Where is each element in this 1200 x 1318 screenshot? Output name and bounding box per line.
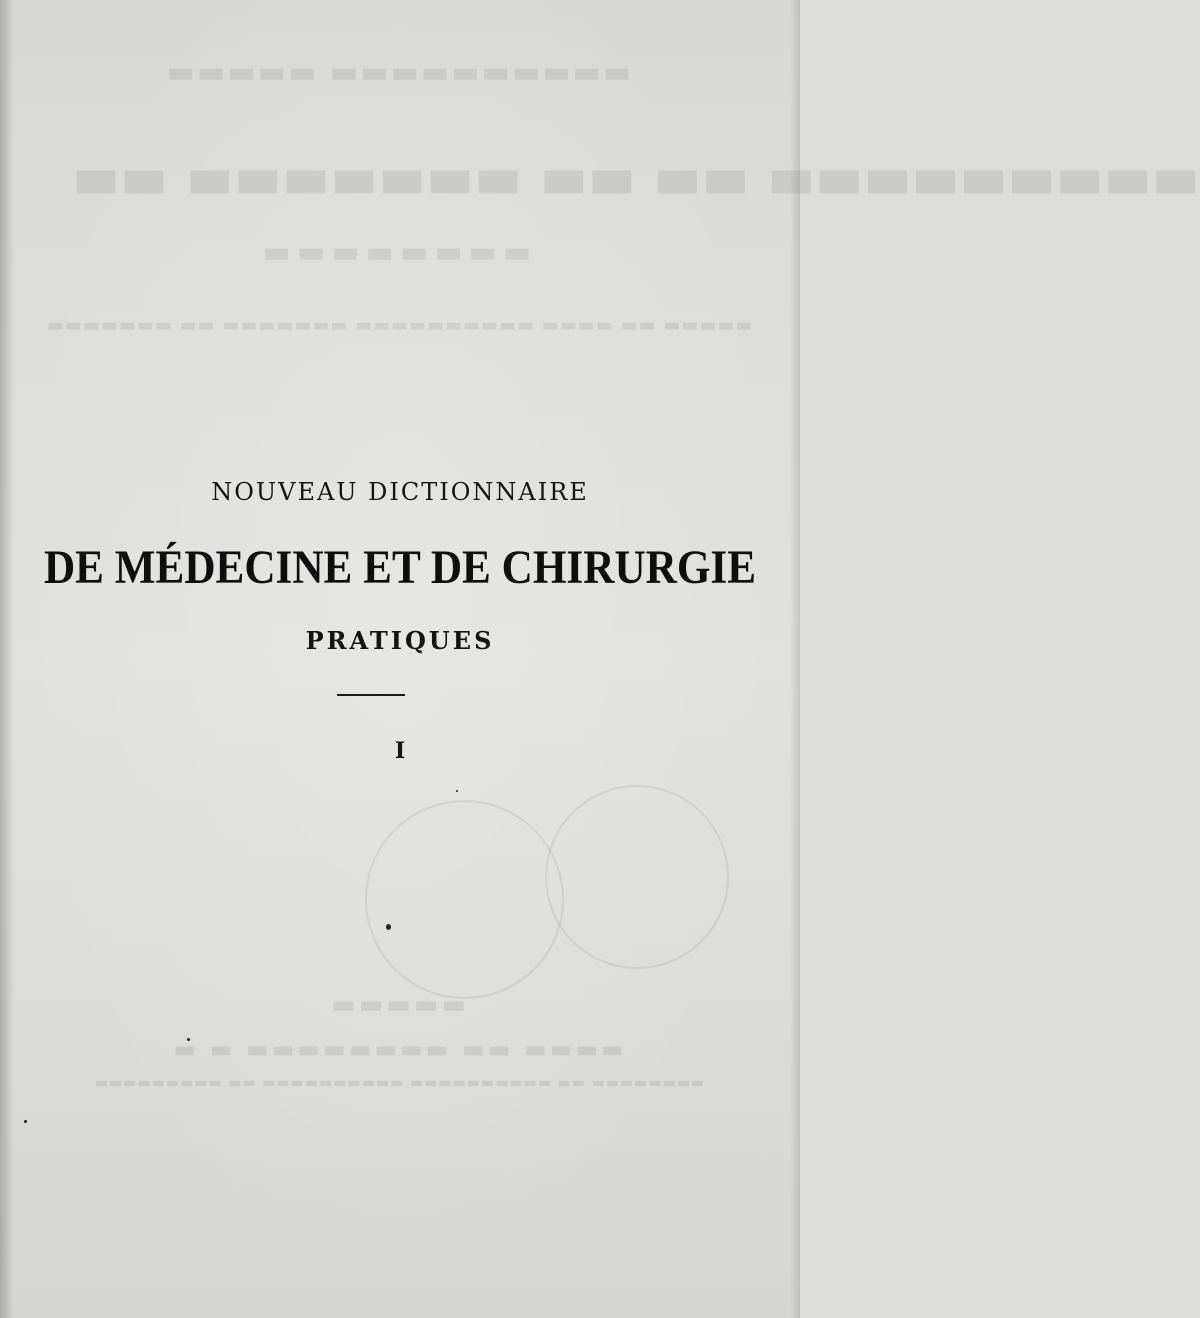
ink-speck bbox=[24, 1120, 27, 1123]
volume-number: I bbox=[394, 738, 406, 764]
title-line-1: NOUVEAU DICTIONNAIRE bbox=[211, 478, 589, 506]
title-line-3: PRATIQUES bbox=[305, 626, 495, 655]
title-divider-rule bbox=[337, 694, 405, 696]
ink-speck bbox=[456, 790, 458, 792]
show-through-text: ▬▬▬▬▬ ▬▬▬▬▬▬▬▬▬▬ ▬▬ ▬▬▬▬▬▬▬ ▬▬ ▬▬ ▬▬▬▬▬▬▬▬▬ ▬▬▬▬▬▬▬▬ ▬▬▬▬▬▬▬ ▬▬ ▬▬▬▬▬▬▬ ▬▬▬▬▬▬▬▬▬▬ ▬▬▬▬ ▬▬ ▬▬▬▬▬ ▬▬▬▬▬ ▬ ▬ ▬▬▬▬▬▬▬▬ ▬▬ ▬▬▬▬ ▬▬▬▬▬▬▬▬▬ ▬▬ ▬▬▬▬▬▬▬▬▬▬ ▬▬▬▬▬▬▬▬▬▬ ▬▬ ▬▬▬▬▬▬▬▬ bbox=[46, 55, 1200, 1091]
ink-speck bbox=[386, 924, 391, 930]
main-title: DE MÉDECINE ET DE CHIRURGIE bbox=[43, 541, 757, 594]
ink-speck bbox=[187, 1038, 190, 1041]
